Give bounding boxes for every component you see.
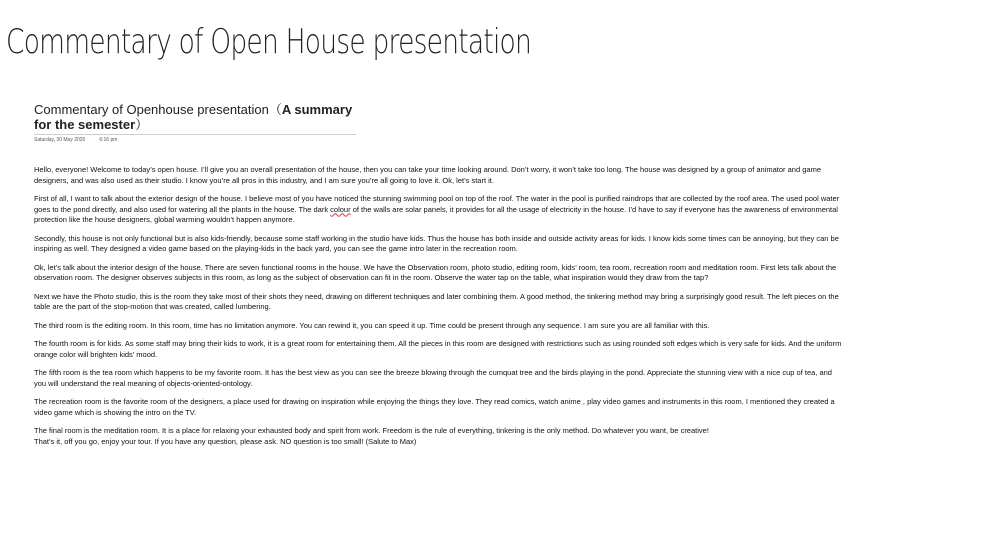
note-body [34, 165, 844, 447]
note-page [34, 102, 844, 455]
note-heading-text: Commentary of Openhouse presentation（ [34, 102, 282, 117]
paragraph-exterior [34, 194, 844, 226]
note-heading-bold: A summary for the semester [34, 102, 353, 132]
note-time: 6:16 pm [99, 137, 118, 143]
note-meta [34, 134, 356, 143]
slide-title: Commentary of Open House presentation [6, 22, 532, 62]
note-heading-close: ） [135, 117, 149, 132]
note-heading [34, 102, 364, 132]
note-date: Saturday, 30 May 2020 [34, 137, 86, 143]
paragraph-tea-room: The fifth room is the tea room which happens to be my favorite room. It has the best view as you can see the breeze blowing through the cumquat tree and the birds playing in the pond. Appreciate the stunning view with a nice cup of tea, and you will understand the real meaning of objects-oriented-ontology. [34, 368, 832, 388]
paragraph-welcome: Hello, everyone! Welcome to today’s open house. I’ll give you an overall presentation of the house, then you can take your time looking around. Don’t worry, it won’t take too long. The house was designed by a group of animator and game designers, and was also used as their studio. I know you’re all pros in this industry, and I am sure you’re all going to love it. Ok, let’s start it. [34, 165, 821, 185]
paragraph-recreation-room: The recreation room is the favorite room of the designers, a place used for drawing on inspiration while enjoying the things they love. They read comics, watch anime , play video games and instruments in this room. I mentioned they created a video game which is showing the intro on the TV. [34, 397, 835, 417]
paragraph-closing: That’s it, off you go, enjoy your tour. If you have any question, please ask. NO question is too small! (Salute to Max) [34, 436, 417, 446]
paragraph-meditation-room: The final room is the meditation room. It is a place for relaxing your exhausted body and spirit from work. Freedom is the rule of everything, tinkering is the only method. Do whatever you want, be creative! [34, 426, 709, 435]
spellcheck-flagged-word: colour [330, 204, 351, 214]
paragraph-photo-studio: Next we have the Photo studio, this is the room they take most of their shots they need, drawing on different techniques and later combining them. A good method, the tinkering method may bring a surprisingly good result. The left pieces on the table are the part of the stop-motion that was created, called lumbering. [34, 291, 839, 311]
paragraph-exterior-start: First of all, I want to talk about the exterior design of the house. I believe most of you have noticed the stunning swimming pool on top of the roof. The water in the pool is purified raindrops that are collected by the roof area. The used pool water goes to the pond directly, and also used for watering all the plants in the house. The dark [34, 194, 840, 214]
paragraph-kids-room: The fourth room is for kids. As some staff may bring their kids to work, it is a great room for entertaining them. All the pieces in this room are designed with restrictions such as using rounded soft edges which is very safe for kids. And the uniform orange color will brighten kids’ mood. [34, 339, 842, 359]
paragraph-exterior-end: of the walls are solar panels, it provides for all the usage of electricity in the house. I’d have to say if everyone has the awareness of environmental protection like the house designers, global warming wouldn’t happen anymore. [34, 204, 838, 224]
paragraph-editing-room: The third room is the editing room. In this room, time has no limitation anymore. You can rewind it, you can speed it up. Time could be present through any sequence. I am sure you are all familiar with this. [34, 320, 710, 330]
paragraph-kids-friendly: Secondly, this house is not only functional but is also kids-friendly, because some staff working in the studio have kids. Thus the house has both inside and outside activity areas for kids. I know kids some times can be annoying, but they can be inspiring as well. They designed a video game based on the playing-kids in the back yard, you can see the game intro later in the recreation room. [34, 233, 839, 253]
paragraph-interior: Ok, let’s talk about the interior design of the house. There are seven functional rooms in the house. We have the Observation room, photo studio, editing room, kids’ room, tea room, recreation room and meditation room. First lets talk about the observation room. The designer observes subjects in this room, as long as the subject of observation can fit in the room. Observe the water tap on the table, what inspiration would they draw from the tap? [34, 262, 837, 282]
